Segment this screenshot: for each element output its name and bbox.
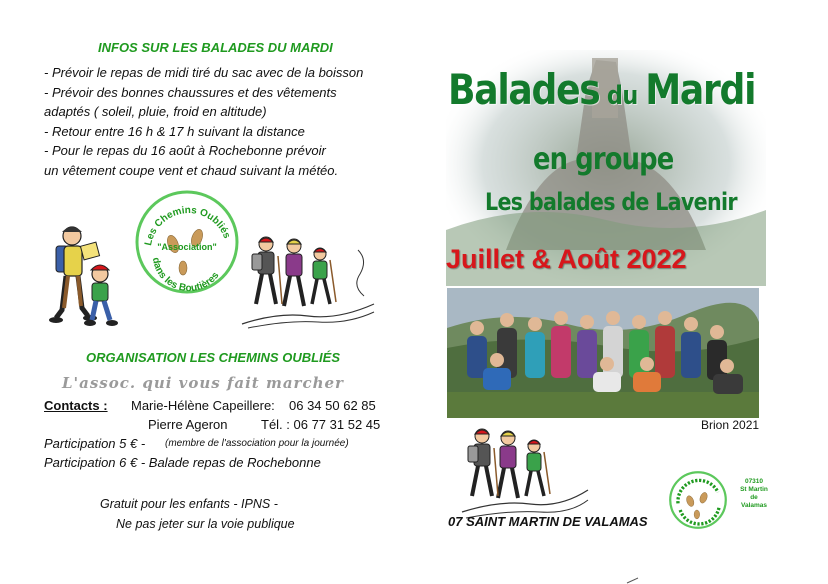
- footer-line: Ne pas jeter sur la voie publique: [116, 517, 295, 531]
- participation-price: Participation 5 € -: [44, 436, 146, 451]
- contact-name: Marie-Hélène Capeillere:: [131, 398, 275, 413]
- contact-row: [44, 398, 384, 417]
- info-line: - Prévoir des bonnes chaussures et des vêtements: [44, 84, 337, 100]
- cartoon-hikers-illustration: [48, 222, 130, 332]
- infos-title: INFOS SUR LES BALADES DU MARDI: [98, 40, 333, 55]
- info-line: un vêtement coupe vent et chaud suivant la météo.: [44, 162, 339, 178]
- association-logo-small: [668, 470, 728, 530]
- town-stamp: [736, 478, 772, 510]
- title-lavenir: Les balades de Lavenir: [485, 188, 737, 216]
- contacts-block: [44, 398, 384, 474]
- title-balades: Balades: [448, 65, 600, 114]
- stamp-line: de: [750, 494, 758, 501]
- slogan: L'assoc. qui vous fait marcher: [62, 374, 344, 392]
- hikers-group-illustration: [238, 230, 378, 330]
- stamp-line: Valamas: [740, 502, 768, 509]
- photo-caption: Brion 2021: [701, 418, 760, 432]
- participation-note: (membre de l'association pour la journée): [165, 438, 349, 449]
- stamp-line: 07310: [744, 478, 764, 485]
- stamp-line: St Martin: [740, 486, 768, 493]
- contact-phone: Tél. : 06 77 31 52 45: [261, 417, 381, 432]
- info-line: - Prévoir le repas de midi tiré du sac avec de la boisson: [44, 65, 364, 80]
- pen-mark-icon: [626, 576, 640, 584]
- title-du: du: [599, 81, 646, 111]
- title-mardi: Mardi: [645, 65, 756, 114]
- title-balades-du-mardi: [448, 65, 756, 114]
- contact-name: Pierre Ageron: [148, 417, 228, 432]
- participation-price: Participation 6 € - Balade repas de Rochebonne: [44, 455, 321, 470]
- title-en-groupe: en groupe: [533, 142, 674, 177]
- logo-text-mid: "Association": [157, 242, 217, 252]
- info-line: - Pour le repas du 16 août à Rochebonne prévoir: [44, 143, 326, 158]
- place-name: 07 SAINT MARTIN DE VALAMAS: [448, 514, 648, 529]
- logo-text-top: Les Chemins Oubliés: [143, 205, 233, 247]
- hikers-group-illustration: [460, 424, 590, 520]
- contact-phone: 06 34 50 62 85: [289, 398, 376, 413]
- info-line: adaptés ( soleil, pluie, froid en altitude): [44, 104, 267, 119]
- logo-text-bottom: dans les Boutières: [149, 256, 222, 295]
- association-logo: [133, 188, 241, 296]
- contacts-label: Contacts :: [44, 398, 108, 413]
- group-photo: [447, 288, 759, 418]
- footer-line: Gratuit pour les enfants - IPNS -: [100, 497, 278, 511]
- contact-row: [44, 417, 384, 436]
- participation-row: [44, 436, 384, 455]
- info-line: - Retour entre 16 h & 17 h suivant la distance: [44, 123, 305, 139]
- organisation-title: ORGANISATION LES CHEMINS OUBLIÉS: [86, 350, 340, 365]
- footer-notes: [100, 494, 320, 534]
- info-list: [44, 63, 384, 180]
- title-dates: Juillet & Août 2022: [446, 244, 687, 274]
- participation-row: [44, 455, 384, 474]
